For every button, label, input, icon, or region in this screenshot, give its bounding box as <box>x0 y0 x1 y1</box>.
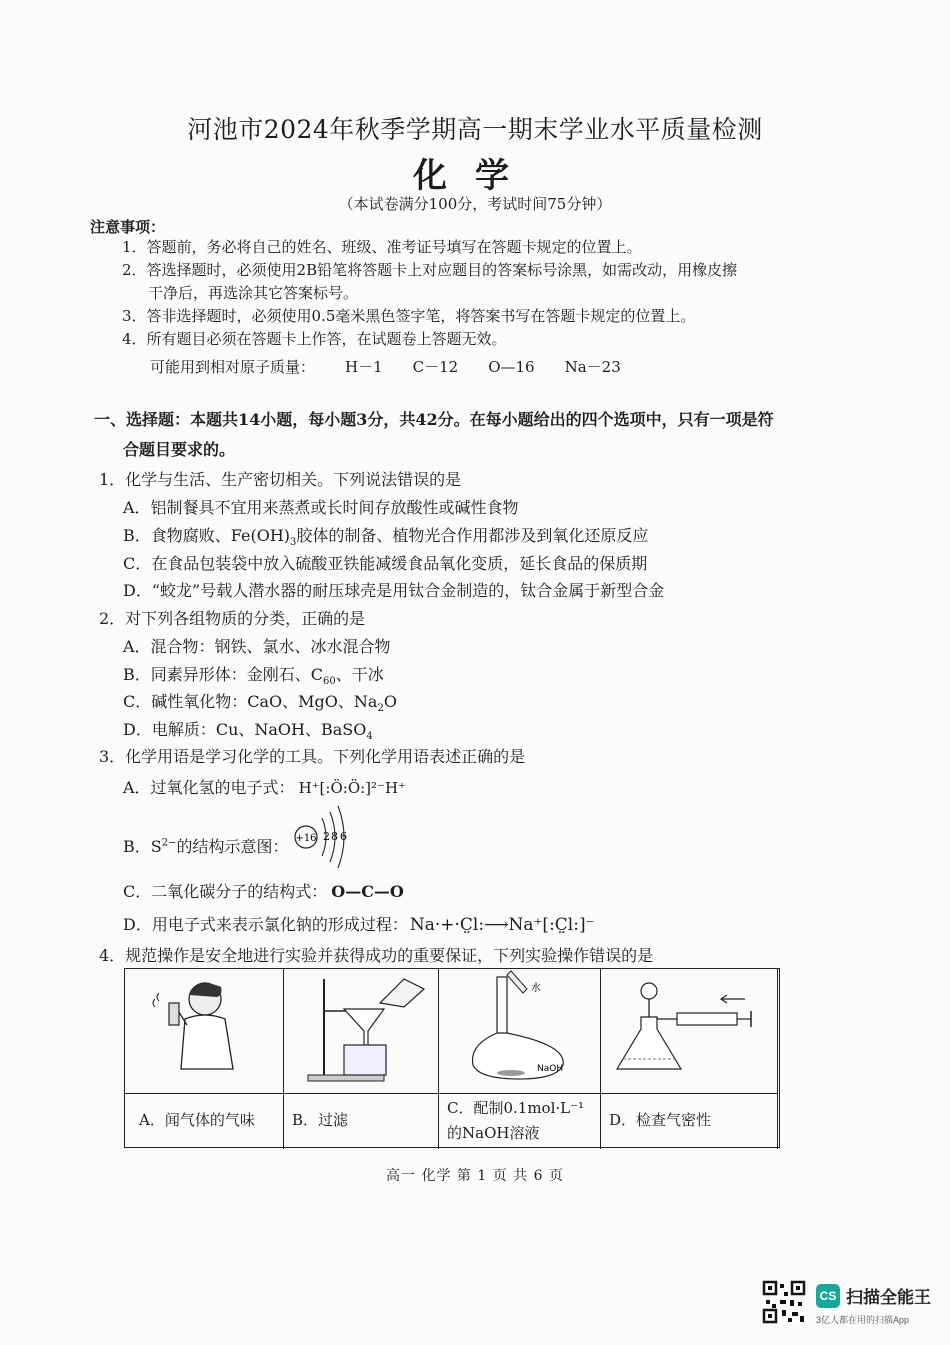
scanner-app-name: 扫描全能王 <box>846 1288 931 1307</box>
shell-electrons-3: 6 <box>340 830 347 843</box>
q3-b-sup: 2− <box>161 837 177 849</box>
cell-b <box>284 969 439 1149</box>
h2o2-electron-formula: H⁺[:Ö:Ö:]²⁻H⁺ <box>298 779 406 797</box>
wash-bottle-tip <box>507 971 527 993</box>
table-row-divider <box>125 1093 778 1094</box>
conical-flask <box>617 1017 681 1069</box>
shell-electrons-1: 2 <box>323 830 330 843</box>
section-heading-cont: 合题目要求的。 <box>123 440 236 459</box>
flask-neck <box>497 977 507 1035</box>
notice-item-4: 4．所有题目必须在答题卡上作答，在试题卷上答题无效。 <box>122 330 507 348</box>
mass-c: C－12 <box>412 358 459 376</box>
shell-electrons-2: 8 <box>331 830 338 843</box>
cs-logo-icon: CS <box>816 1284 840 1308</box>
push-arrow-icon <box>721 995 745 1003</box>
cell-c-caption-2: 的NaOH溶液 <box>447 1124 540 1142</box>
q2-option-a: A．混合物：钢铁、氯水、冰水混合物 <box>123 637 391 656</box>
nacl-formation-formula: Na·+·C̤l:⟶Na⁺[:C̤l:]⁻ <box>409 915 595 935</box>
funnel-shape <box>344 1009 384 1045</box>
sulfide-ion-structure-diagram <box>292 804 362 874</box>
mass-o: O—16 <box>488 358 535 376</box>
q1-b-sub: 3 <box>290 537 297 549</box>
q1-option-c: C．在食品包装袋中放入硫酸亚铁能减缓食品氧化变质，延长食品的保质期 <box>123 554 648 573</box>
syringe-barrel <box>677 1013 737 1025</box>
q2-stem: 2．对下列各组物质的分类，正确的是 <box>99 609 366 628</box>
nucleus-charge: +16 <box>295 833 317 844</box>
q2-d-pre: D．电解质：Cu、NaOH、BaSO <box>123 720 367 739</box>
q3-c-label: C．二氧化碳分子的结构式： <box>123 882 328 901</box>
cell-a <box>125 969 284 1149</box>
stand-base <box>308 1075 384 1081</box>
naoh-solid <box>497 1070 525 1076</box>
q3-a-label: A．过氧化氢的电子式： <box>123 778 295 797</box>
q1-option-a: A．铝制餐具不宜用来蒸煮或长时间存放酸性或碱性食物 <box>123 498 519 517</box>
q2-b-pre: B．同素异形体：金刚石、C <box>123 665 324 684</box>
q2-c-post: O <box>383 692 397 711</box>
q2-d-sub: 4 <box>366 731 373 743</box>
q1-option-d: D．“蛟龙”号载人潜水器的耐压球壳是用钛合金制造的，钛合金属于新型合金 <box>123 581 665 600</box>
q3-b-post: 的结构示意图： <box>176 837 289 856</box>
atomic-masses <box>150 356 651 377</box>
notice-item-1: 1．答题前，务必将自己的姓名、班级、准考证号填写在答题卡规定的位置上。 <box>122 238 642 256</box>
beaker-shape <box>344 1045 386 1075</box>
section-heading: 一、选择题：本题共14小题，每小题3分，共42分。在每小题给出的四个选项中，只有一项是符 <box>94 410 774 429</box>
cell-b-caption: B．过滤 <box>292 1111 349 1129</box>
q1-stem: 1．化学与生活、生产密切相关。下列说法错误的是 <box>99 470 462 489</box>
q2-b-post: 、干冰 <box>335 665 384 684</box>
hair-shape <box>189 983 222 997</box>
cell-c <box>439 969 601 1149</box>
funnel-top <box>641 983 657 999</box>
mass-label: 可能用到相对原子质量： <box>150 358 316 376</box>
q2-b-sub: 60 <box>323 676 336 688</box>
torso-shape <box>181 1015 233 1069</box>
q2-option-d <box>123 717 373 742</box>
notice-item-2-cont: 干净后，再选涂其它答案标号。 <box>148 284 359 302</box>
label-water: 水 <box>531 983 541 994</box>
subject-title: 化学 <box>413 156 537 196</box>
wafting-lines <box>153 993 159 1007</box>
q2-option-c <box>123 689 397 714</box>
q2-c-pre: C．碱性氧化物：CaO、MgO、Na <box>123 692 378 711</box>
experiment-table <box>124 968 780 1148</box>
co2-structural-formula: O—C—O <box>331 882 404 901</box>
pouring-beaker <box>380 979 424 1007</box>
q2-option-b <box>123 662 384 687</box>
cell-d <box>601 969 778 1149</box>
q3-option-c <box>123 879 404 902</box>
scanner-tagline: 3亿人都在用的扫描App <box>816 1315 910 1325</box>
cell-a-caption: A．闻气体的气味 <box>139 1111 255 1129</box>
exam-subtitle: （本试卷满分100分，考试时间75分钟） <box>338 195 612 213</box>
q3-b-pre: B．S <box>123 837 162 856</box>
page-footer: 高一 化学 第 1 页 共 6 页 <box>386 1168 564 1184</box>
airtightness-figure <box>601 969 777 1089</box>
q1-option-b <box>123 523 648 548</box>
q3-d-label: D．用电子式来表示氯化钠的形成过程： <box>123 915 408 934</box>
notice-heading: 注意事项： <box>90 218 166 236</box>
q3-option-d <box>123 912 595 935</box>
q2-c-sub: 2 <box>377 703 384 715</box>
filtration-figure <box>284 969 436 1089</box>
cell-c-caption-1: C．配制0.1mol·L⁻¹ <box>447 1099 585 1117</box>
mass-na: Na－23 <box>564 358 621 376</box>
smell-gas-figure <box>125 969 281 1089</box>
label-naoh: NaOH <box>537 1064 564 1074</box>
volumetric-flask-figure <box>439 969 599 1089</box>
notice-item-3: 3．答非选择题时，必须使用0.5毫米黑色签字笔，将答案书写在答题卡规定的位置上。 <box>122 307 696 325</box>
mass-h: H－1 <box>345 358 383 376</box>
cell-d-caption: D．检查气密性 <box>609 1111 712 1129</box>
reagent-bottle <box>169 1003 179 1025</box>
q1-b-pre: B．食物腐败、Fe(OH) <box>123 526 291 545</box>
q3-stem: 3．化学用语是学习化学的工具。下列化学用语表述正确的是 <box>99 747 526 766</box>
q4-stem: 4．规范操作是安全地进行实验并获得成功的重要保证，下列实验操作错误的是 <box>99 946 654 965</box>
qr-code-icon <box>762 1280 806 1324</box>
q3-option-b <box>123 834 289 857</box>
exam-title: 河池市2024年秋季学期高一期末学业水平质量检测 <box>187 115 763 144</box>
q3-option-a <box>123 775 406 798</box>
q1-b-post: 胶体的制备、植物光合作用都涉及到氧化还原反应 <box>296 526 649 545</box>
notice-item-2: 2．答选择题时，必须使用2B铅笔将答题卡上对应题目的答案标号涂黑，如需改动，用橡皮擦 <box>122 261 738 279</box>
